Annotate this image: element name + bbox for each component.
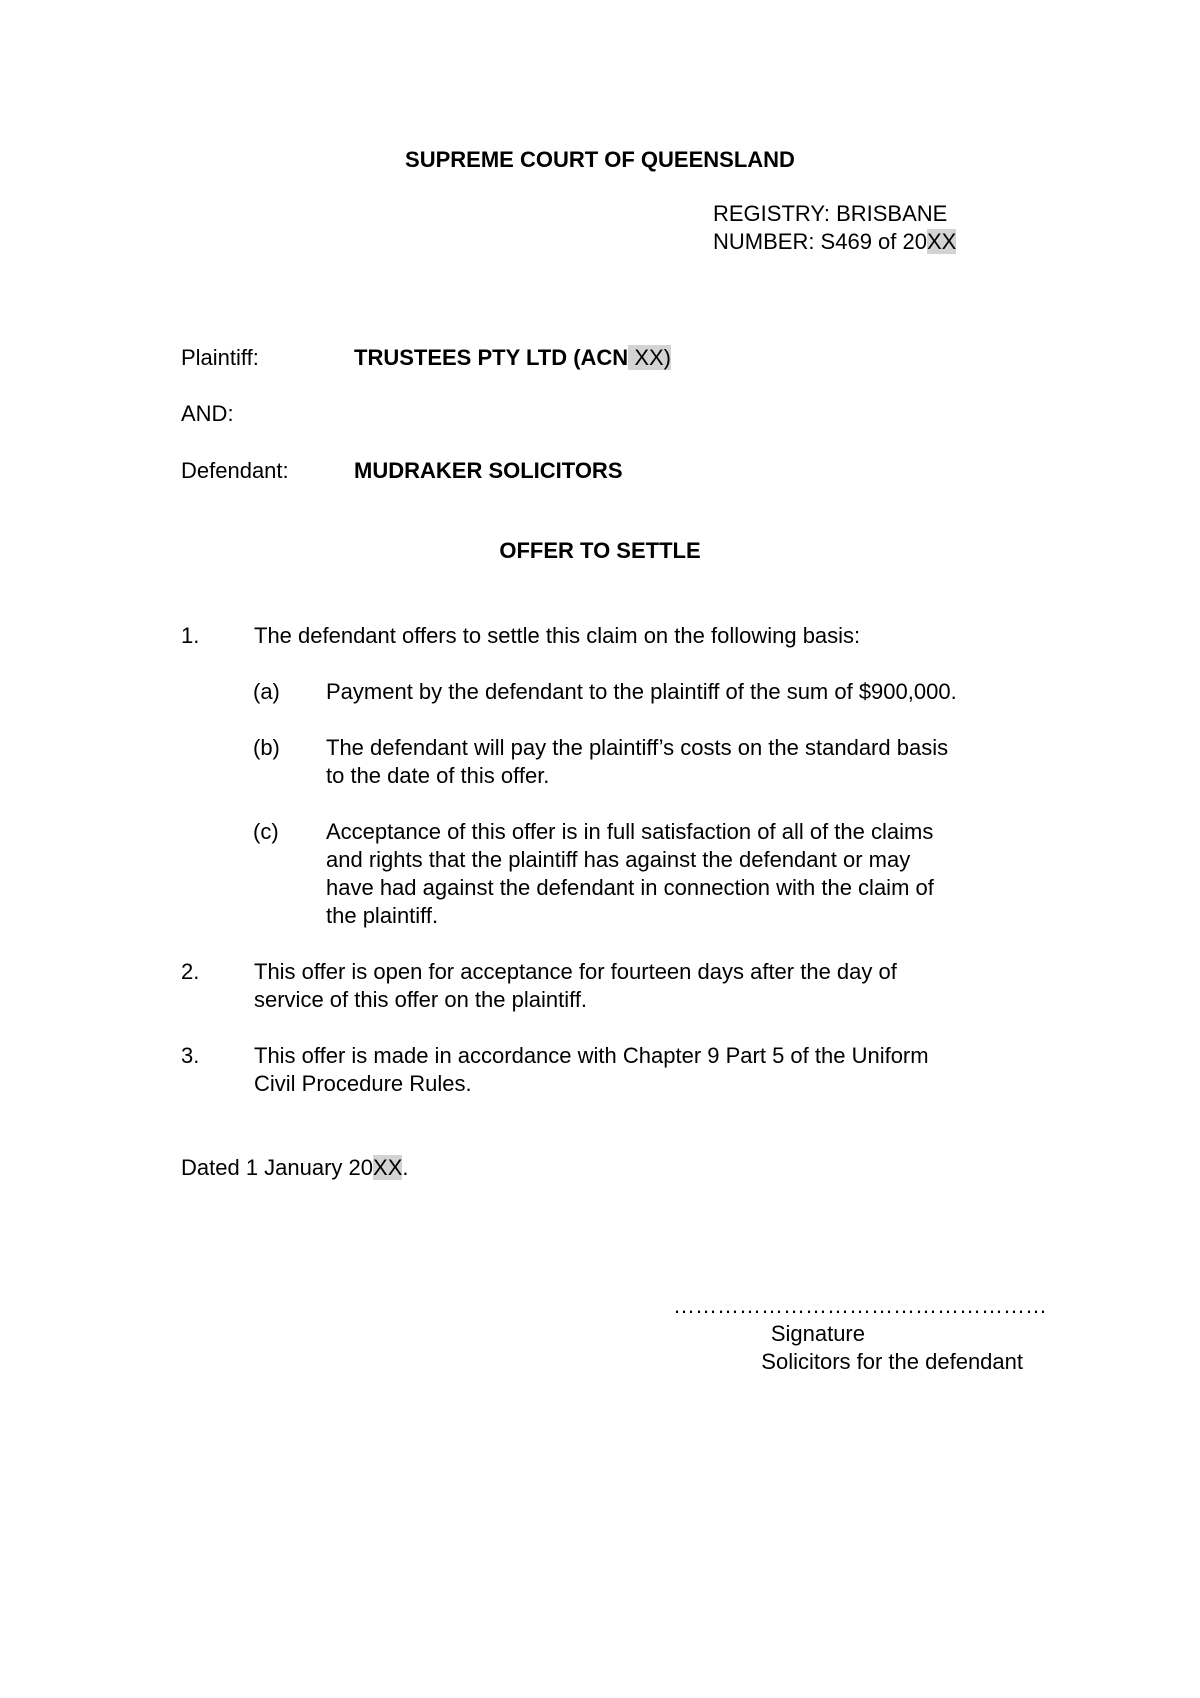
plaintiff-acn-placeholder	[628, 345, 671, 370]
clause-2-number: 2.	[181, 959, 200, 984]
signature-label: Signature	[770, 1321, 865, 1346]
clause-1-text: The defendant offers to settle this claim on the following basis:	[254, 623, 861, 648]
case-number-placeholder: XX	[926, 229, 957, 254]
clause-2-line-1: This offer is open for acceptance for fourteen days after the day of	[254, 959, 897, 984]
clause-2-line-2: service of this offer on the plaintiff.	[254, 987, 588, 1012]
subclause-b-line-2: to the date of this offer.	[326, 763, 550, 788]
signature-line: ……………………………………………	[673, 1293, 1047, 1318]
defendant-name: MUDRAKER SOLICITORS	[354, 458, 623, 483]
plaintiff-name	[354, 344, 671, 372]
plaintiff-name-text: TRUSTEES PTY LTD (ACN	[354, 345, 629, 370]
document-title: OFFER TO SETTLE	[499, 538, 701, 563]
subclause-c-line-3: have had against the defendant in connection with the claim of	[326, 875, 934, 900]
clause-1-number: 1.	[181, 623, 200, 648]
subclause-b-line-1: The defendant will pay the plaintiff’s costs on the standard basis	[326, 735, 949, 760]
dated-end: .	[402, 1155, 409, 1180]
subclause-c-line-1: Acceptance of this offer is in full satisfaction of all of the claims	[326, 819, 934, 844]
defendant-label: Defendant:	[181, 458, 289, 483]
case-number	[713, 228, 956, 256]
subclause-b-label: (b)	[253, 735, 280, 760]
clause-3-line-2: Civil Procedure Rules.	[254, 1071, 472, 1096]
subclause-c-label: (c)	[253, 819, 279, 844]
case-number-prefix: NUMBER: S469 of 20	[713, 229, 927, 254]
registry-line: REGISTRY: BRISBANE	[713, 201, 948, 226]
and-label: AND:	[181, 401, 234, 426]
dated-prefix: Dated 1 January 20	[181, 1155, 374, 1180]
subclause-c-line-2: and rights that the plaintiff has against the defendant or may	[326, 847, 911, 872]
clause-3-number: 3.	[181, 1043, 200, 1068]
clause-3-line-1: This offer is made in accordance with Chapter 9 Part 5 of the Uniform	[254, 1043, 929, 1068]
signature-role: Solicitors for the defendant	[761, 1349, 1023, 1374]
subclause-a-label: (a)	[253, 679, 280, 704]
dated-line	[181, 1154, 409, 1182]
dated-year-placeholder: XX	[373, 1155, 403, 1180]
plaintiff-acn-close: )	[663, 345, 671, 370]
court-title: SUPREME COURT OF QUEENSLAND	[405, 147, 795, 172]
plaintiff-label: Plaintiff:	[181, 345, 259, 370]
subclause-c-line-4: the plaintiff.	[326, 903, 439, 928]
plaintiff-acn-text: XX	[628, 345, 664, 370]
subclause-a-text: Payment by the defendant to the plaintiff of the sum of $900,000.	[326, 679, 957, 704]
